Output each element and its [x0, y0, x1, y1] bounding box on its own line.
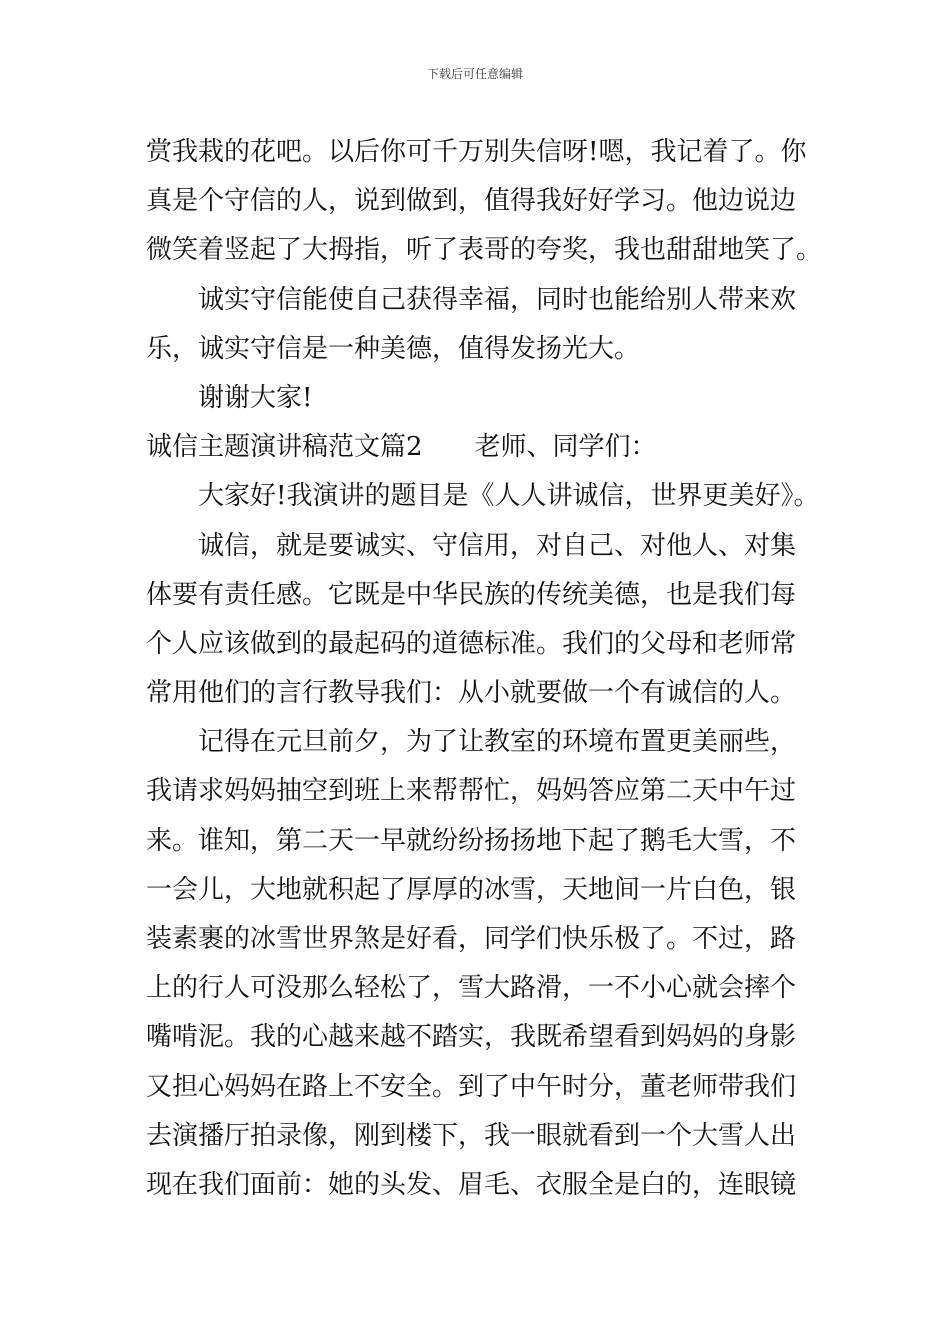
text-line-22: 现在我们面前：她的头发、眉毛、衣服全是白的，连眼镜 — [146, 1169, 797, 1200]
text-line-21: 去演播厅拍录像，刚到楼下，我一眼就看到一个大雪人出 — [146, 1120, 797, 1151]
text-line-20: 又担心妈妈在路上不安全。到了中午时分，董老师带我们 — [146, 1071, 797, 1102]
text-line-12: 常用他们的言行教导我们：从小就要做一个有诚信的人。 — [146, 678, 797, 709]
text-line-2: 真是个守信的人，说到做到，值得我好好学习。他边说边 — [146, 186, 797, 217]
text-line-4: 诚实守信能使自己获得幸福，同时也能给别人带来欢 — [198, 284, 797, 315]
text-line-17: 装素裹的冰雪世界煞是好看，同学们快乐极了。不过，路 — [146, 924, 797, 954]
text-line-10: 体要有责任感。它既是中华民族的传统美德，也是我们每 — [146, 579, 797, 610]
text-line-3: 微笑着竖起了大拇指，听了表哥的夸奖，我也甜甜地笑了。 — [146, 235, 823, 266]
text-line-8: 大家好!我演讲的题目是《人人讲诚信，世界更美好》。 — [198, 481, 820, 512]
text-line-11: 个人应该做到的最起码的道德标准。我们的父母和老师常 — [146, 628, 797, 659]
document-body — [146, 128, 826, 1210]
text-line-5: 乐，诚实守信是一种美德，值得发扬光大。 — [146, 333, 641, 364]
text-line-6: 谢谢大家! — [198, 382, 313, 413]
text-line-16: 一会儿，大地就积起了厚厚的冰雪，天地间一片白色，银 — [146, 874, 797, 905]
text-line-19: 嘴啃泥。我的心越来越不踏实，我既希望看到妈妈的身影 — [146, 1022, 797, 1053]
text-line-18: 上的行人可没那么轻松了，雪大路滑，一不小心就会摔个 — [146, 973, 797, 1004]
text-line-1: 赏我栽的花吧。以后你可千万别失信呀!嗯，我记着了。你 — [146, 137, 807, 167]
text-line-15: 来。谁知，第二天一早就纷纷扬扬地下起了鹅毛大雪，不 — [146, 825, 797, 856]
section-heading: 诚信主题演讲稿范文篇2 老师、同学们： — [146, 432, 657, 463]
page-header: 下载后可任意编辑 — [426, 67, 523, 81]
text-line-14: 我请求妈妈抽空到班上来帮帮忙，妈妈答应第二天中午过 — [146, 776, 797, 807]
text-line-13: 记得在元旦前夕，为了让教室的环境布置更美丽些， — [198, 727, 797, 758]
text-line-9: 诚信，就是要诚实、守信用，对自己、对他人、对集 — [198, 530, 797, 561]
